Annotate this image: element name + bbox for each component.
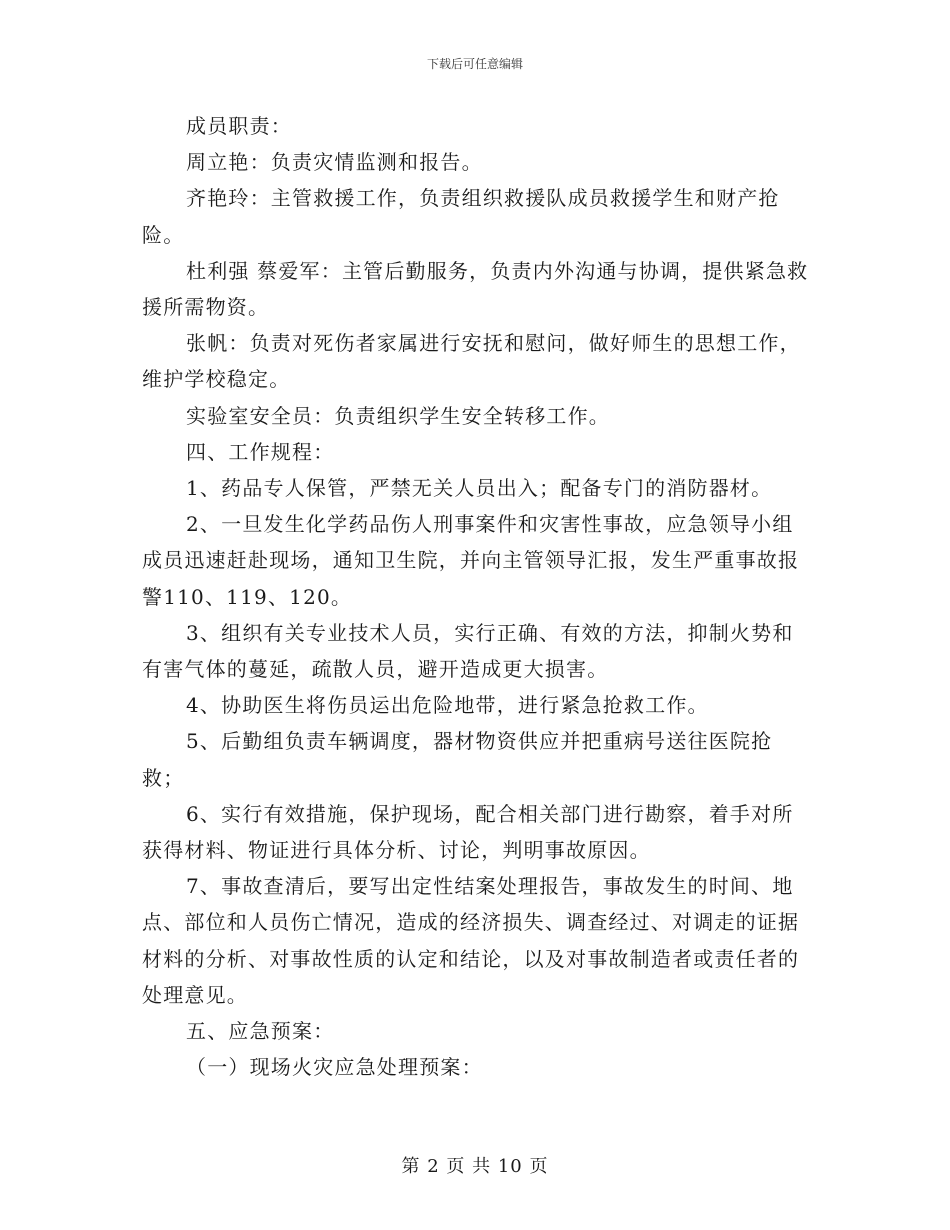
section-heading-work-rules: 四、工作规程： bbox=[186, 439, 335, 464]
rule-item-1: 1、药品专人保管，严禁无关人员出入；配备专门的消防器材。 bbox=[186, 476, 773, 501]
rule-item-7: 7、事故查清后，要写出定性结案处理报告，事故发生的时间、地点、部位和人员伤亡情况，造成的经济损失、调查经过、对调走的证据材料的分析、对事故性质的认定和结论，以及对事故制造者或责任者的处理意见。 bbox=[142, 874, 800, 1007]
paragraph-duty-qi: 齐艳玲：主管救援工作，负责组织救援队成员救援学生和财产抢险。 bbox=[142, 186, 780, 247]
rule-item-4: 4、协助医生将伤员运出危险地带，进行紧急抢救工作。 bbox=[186, 693, 709, 718]
document-body bbox=[142, 108, 812, 1085]
paragraph-duty-zhang: 张帆：负责对死伤者家属进行安抚和慰问，做好师生的思想工作，维护学校稳定。 bbox=[142, 331, 801, 392]
page-footer: 第 2 页 共 10 页 bbox=[401, 1156, 549, 1177]
page-header: 下载后可任意编辑 bbox=[426, 57, 523, 71]
section-heading-emergency-plan: 五、应急预案： bbox=[186, 1019, 335, 1044]
paragraph-member-duties: 成员职责： bbox=[186, 114, 292, 138]
paragraph-duty-zhou: 周立艳：负责灾情监测和报告。 bbox=[186, 150, 483, 175]
rule-item-3: 3、组织有关专业技术人员，实行正确、有效的方法，抑制火势和有害气体的蔓延，疏散人员，避开造成更大损害。 bbox=[142, 620, 794, 682]
paragraph-duty-du-cai: 杜利强 蔡爱军：主管后勤服务，负责内外沟通与协调，提供紧急救援所需物资。 bbox=[142, 258, 809, 320]
rule-item-6: 6、实行有效措施，保护现场，配合相关部门进行勘察，着手对所获得材料、物证进行具体分析、讨论，判明事故原因。 bbox=[142, 801, 794, 863]
paragraph-duty-lab-safety: 实验室安全员：负责组织学生安全转移工作。 bbox=[186, 403, 610, 428]
subsection-heading-fire-plan: （一）现场火灾应急处理预案： bbox=[186, 1055, 483, 1080]
rule-item-2: 2、一旦发生化学药品伤人刑事案件和灾害性事故，应急领导小组成员迅速赶赴现场，通知卫生院，并向主管领导汇报，发生严重事故报警110、119、120。 bbox=[142, 512, 800, 609]
rule-item-5: 5、后勤组负责车辆调度，器材物资供应并把重病号送往医院抢救； bbox=[142, 729, 773, 790]
